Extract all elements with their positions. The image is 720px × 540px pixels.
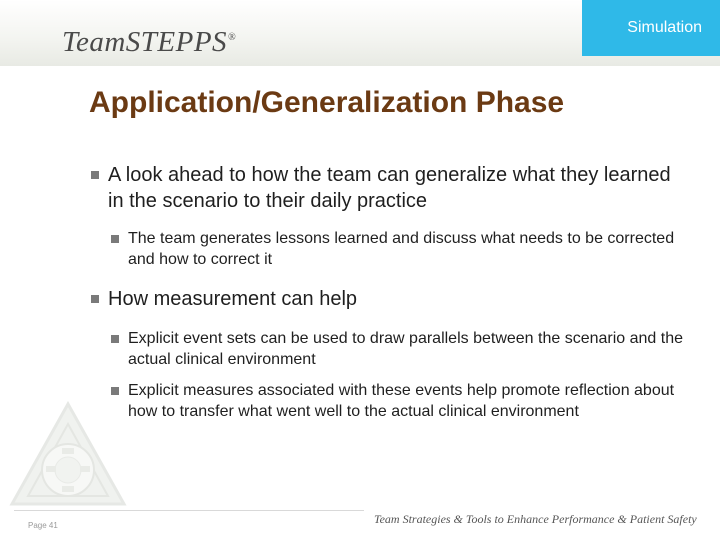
square-bullet-icon <box>111 235 119 243</box>
bullet-item <box>88 162 688 214</box>
square-bullet-icon <box>111 387 119 395</box>
sub-bullet-text: The team generates lessons learned and discuss what needs to be corrected and how to correct it <box>128 230 675 268</box>
sub-bullet-item <box>88 228 688 270</box>
slide-title: Application/Generalization Phase <box>89 86 565 119</box>
bullet-text: A look ahead to how the team can generalize what they learned in the scenario to their daily practice <box>108 164 671 212</box>
sub-bullet-text: Explicit measures associated with these events help promote reflection about how to transfer what went well to the actual clinical environment <box>128 382 675 420</box>
sub-bullet-item <box>88 380 688 422</box>
footer-tagline: Team Strategies & Tools to Enhance Performance & Patient Safety <box>374 512 697 526</box>
teamstepps-logo: TeamSTEPPS® <box>62 26 237 58</box>
bullet-item <box>88 286 688 312</box>
bullet-list <box>88 162 688 422</box>
page-number: Page 41 <box>28 521 58 530</box>
square-bullet-icon <box>91 295 99 303</box>
square-bullet-icon <box>91 171 99 179</box>
bullet-text: How measurement can help <box>108 288 358 310</box>
square-bullet-icon <box>111 335 119 343</box>
section-tab: Simulation <box>582 0 720 56</box>
triangle-watermark-icon <box>8 400 128 510</box>
sub-bullet-item <box>88 328 688 370</box>
footer-divider <box>14 510 364 511</box>
sub-bullet-text: Explicit event sets can be used to draw parallels between the scenario and the actual clinical environment <box>128 330 683 368</box>
